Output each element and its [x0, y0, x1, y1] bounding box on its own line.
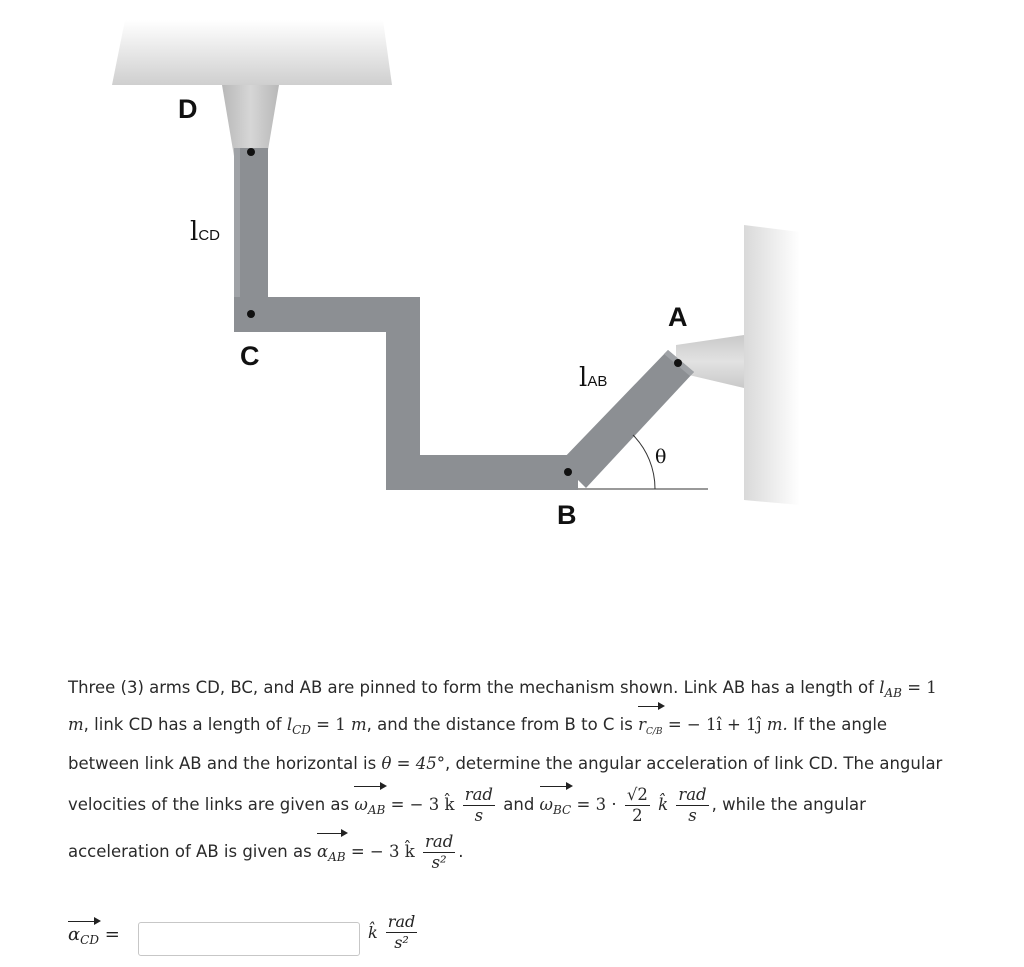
- label-lab: lAB: [579, 363, 608, 393]
- text: , determine the angular acceleration of link CD. The angular: [444, 754, 943, 773]
- fraction-rad-s2: [386, 912, 417, 953]
- problem-statement: [68, 672, 968, 873]
- text: , while the angular: [711, 795, 866, 814]
- text: velocities of the links are given as: [68, 795, 350, 814]
- numerator: rad: [678, 785, 707, 804]
- unit: m: [350, 715, 367, 734]
- symbol: l: [879, 678, 885, 697]
- wall-support: [744, 225, 800, 505]
- text: If the angle: [793, 715, 888, 734]
- answer-unit: [368, 912, 420, 953]
- text: acceleration of AB is given as: [68, 842, 312, 861]
- numerator: rad: [424, 832, 454, 851]
- problem-line-2: [68, 709, 968, 748]
- theta-arc: [633, 435, 655, 489]
- subscript: AB: [884, 686, 902, 700]
- text: , and the distance from B to C is: [366, 715, 633, 734]
- fraction-rad-s: [463, 785, 495, 826]
- problem-line-1: [68, 672, 968, 709]
- denominator: 2: [632, 806, 643, 825]
- text: .: [458, 842, 464, 861]
- problem-line-4: [68, 785, 968, 826]
- text: , link CD has a length of: [83, 715, 282, 734]
- value: = − 3 k̂: [390, 795, 455, 814]
- pin-c: [247, 310, 255, 318]
- text: Three (3) arms CD, BC, and AB are pinned to form the mechanism shown. Link AB has a length of: [68, 678, 874, 697]
- pin-d: [247, 148, 255, 156]
- answer-input[interactable]: [138, 922, 360, 956]
- value: = 3 ·: [576, 795, 617, 814]
- numerator: √2: [626, 785, 648, 804]
- vector-r: [638, 709, 662, 748]
- unit: m.: [766, 715, 788, 734]
- value: = 1: [316, 715, 346, 734]
- subscript: BC: [553, 803, 572, 817]
- vector-omega-ab: [354, 789, 385, 826]
- label-d: D: [178, 94, 198, 124]
- problem-line-5: [68, 832, 968, 873]
- unit-vector: k̂: [658, 795, 669, 814]
- symbol: α: [68, 924, 81, 945]
- value: = 1: [907, 678, 937, 697]
- pin-b: [564, 468, 572, 476]
- equals: =: [104, 924, 120, 945]
- subscript: AB: [328, 850, 346, 864]
- value: θ = 45°: [381, 754, 445, 773]
- denominator: s²: [431, 853, 447, 872]
- value: = − 3 k̂: [350, 842, 415, 861]
- symbol: ω: [539, 795, 554, 814]
- unit-vector: k̂: [368, 923, 378, 942]
- ceiling-support: [112, 20, 392, 85]
- denominator: s²: [394, 933, 409, 952]
- problem-line-3: [68, 748, 968, 779]
- unit: m: [68, 715, 84, 734]
- answer-row: [68, 912, 488, 962]
- link-bc: [234, 297, 578, 490]
- label-lcd: lCD: [190, 217, 220, 247]
- subscript: CD: [80, 933, 99, 947]
- symbol: α: [316, 842, 329, 861]
- label-a: A: [668, 302, 688, 332]
- symbol: l: [286, 715, 293, 734]
- numerator: rad: [464, 785, 493, 804]
- denominator: s: [688, 806, 697, 825]
- subscript: C/B: [646, 727, 663, 737]
- symbol: r: [638, 715, 647, 734]
- numerator: rad: [387, 912, 416, 931]
- symbol: ω: [354, 795, 368, 814]
- label-b: B: [557, 500, 577, 530]
- pin-a: [674, 359, 682, 367]
- vector-alpha-cd: [68, 924, 99, 947]
- label-c: C: [240, 341, 260, 371]
- fraction-rad-s2: [423, 832, 455, 873]
- vector-alpha-ab: [317, 836, 346, 873]
- text: between link AB and the horizontal is: [68, 754, 377, 773]
- text: and: [503, 795, 535, 814]
- subscript: AB: [367, 803, 386, 817]
- fraction-sqrt2-2: [625, 785, 650, 826]
- label-theta: θ: [655, 446, 667, 468]
- vector-omega-bc: [540, 789, 572, 826]
- subscript: CD: [292, 723, 311, 737]
- value: = − 1î + 1ĵ: [667, 715, 762, 734]
- fraction-rad-s: [676, 785, 708, 826]
- answer-label: [68, 924, 120, 947]
- denominator: s: [474, 806, 484, 825]
